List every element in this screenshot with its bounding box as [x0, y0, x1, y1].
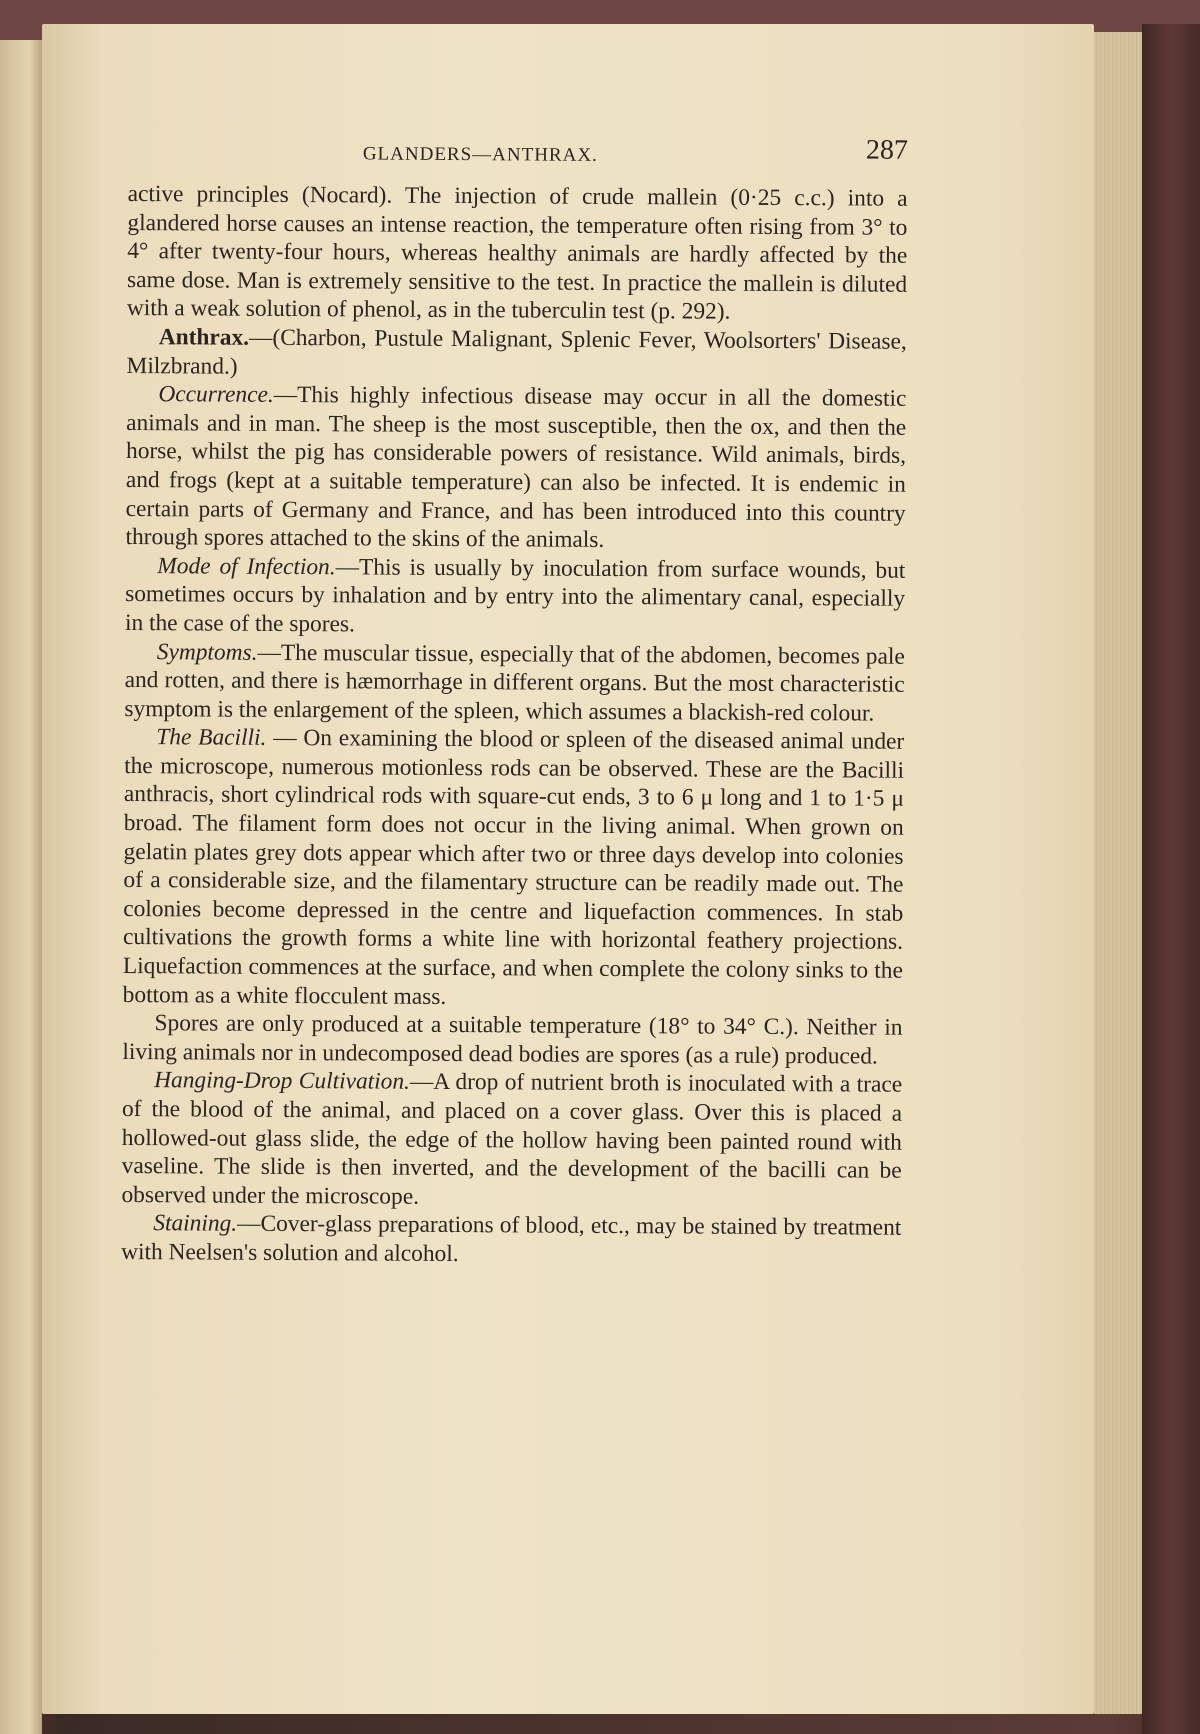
- right-binding: [1142, 24, 1200, 1734]
- left-page-edge: [0, 40, 42, 1734]
- section-heading: Anthrax.: [158, 324, 250, 351]
- subsection-heading: Hanging-Drop Cultivation.: [154, 1067, 411, 1096]
- running-head-title: GLANDERS—ANTHRAX.: [362, 143, 598, 166]
- subsection-heading: The Bacilli.: [156, 724, 267, 752]
- paragraph: Staining.—Cover-glass preparations of blood, etc., may be stained by treatment with Neelsen's solution and alcohol.: [121, 1210, 902, 1268]
- subsection-heading: Occurrence.: [158, 381, 274, 409]
- subsection-heading: Symptoms.: [156, 638, 258, 666]
- paragraph: Spores are only produced at a suitable temperature (18° to 34° C.). Neither in living animals nor in undecomposed dead bodies are spores (as a rule) produced.: [122, 1010, 903, 1070]
- running-head: [128, 130, 908, 185]
- subsection-heading: Staining.: [153, 1210, 238, 1238]
- page-number: 287: [865, 134, 908, 166]
- paragraph: Symptoms.—The muscular tissue, especially that of the abdomen, becomes pale and rotten, and there is hæmorrhage in different organs. But the most characteristic symptom is the enlargement of the spleen, which assumes a blackish-red colour.: [124, 638, 905, 727]
- subsection-heading: Mode of Infection.: [157, 552, 336, 580]
- page-stack-edges: [1094, 32, 1142, 1714]
- paragraph: active principles (Nocard). The injection of crude mallein (0·25 c.c.) into a glandered horse causes an intense reaction, the temperature often rising from 3° to 4° after twenty-four hours, whereas healthy animals are hardly affected by the same dose. Man is extremely sensitive to the test. In practice the mallein is diluted with a weak solution of phenol, as in the tuberculin test (p. 292).: [126, 180, 908, 326]
- paragraph: Hanging-Drop Cultivation.—A drop of nutrient broth is inoculated with a trace of the blood of the animal, and placed on a cover glass. Over this is placed a hollowed-out glass slide, the edge of the hollow having been painted round with vaseline. The slide is then inverted, and the development of the bacilli can be observed under the microscope.: [121, 1067, 903, 1210]
- paragraph: Occurrence.—This highly infectious disease may occur in all the domestic animals and in man. The sheep is the most susceptible, then the ox, and then the horse, whilst the pig has considerable powers of resistance. Wild animals, birds, and frogs (kept at a suitable temperature) can also be infected. It is endemic in certain parts of Germany and France, and has been introduced into this country through spores attached to the skins of the animals.: [125, 381, 907, 554]
- paragraph: Mode of Infection.—This is usually by inoculation from surface wounds, but sometimes occurs by inhalation and by entry into the alimentary canal, especially in the case of the spores.: [124, 552, 906, 638]
- paragraph: Anthrax.—(Charbon, Pustule Malignant, Splenic Fever, Woolsorters' Disease, Milzbrand.): [126, 324, 907, 380]
- paragraph: The Bacilli. — On examining the blood or spleen of the diseased animal under the microscope, numerous motionless rods can be observed. These are the Bacilli anthracis, short cylindrical rods with square-cut ends, 3 to 6 μ long and 1 to 1·5 μ broad. The filament form does not occur in the living animal. When grown on gelatin plates grey dots appear which after two or three days develop into colonies of a considerable size, and the filamentary structure can be readily made out. The colonies become depressed in the centre and liquefaction commences. In stab cultivations the growth forms a white line with horizontal feathery projections. Liquefaction commences at the surface, and when complete the colony sinks to the bottom as a white flocculent mass.: [122, 724, 905, 1010]
- page-content: [121, 130, 908, 1271]
